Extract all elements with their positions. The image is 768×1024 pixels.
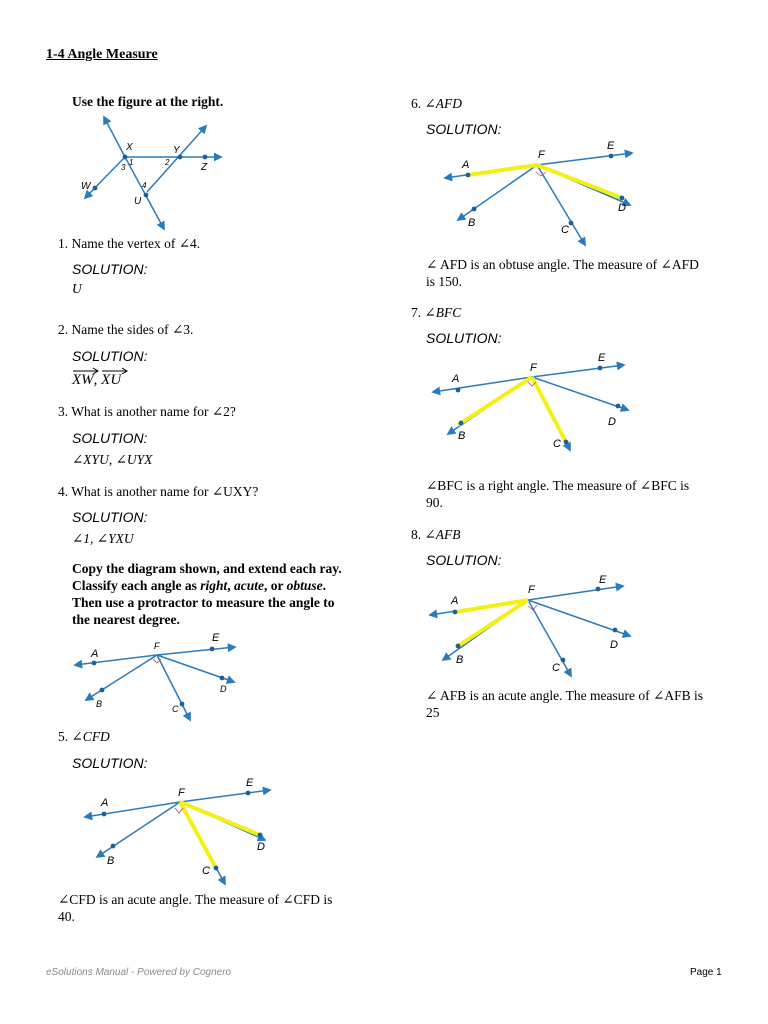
ray-xu [125, 157, 164, 229]
question-number: 8. [411, 527, 422, 542]
svg-text:C: C [172, 704, 179, 714]
highlight-ray-fd [180, 802, 260, 835]
question-8 [411, 526, 461, 543]
question-text: What is another name for ∠UXY? [71, 484, 259, 499]
svg-text:F: F [538, 149, 545, 161]
svg-text:E: E [212, 632, 220, 644]
question-text: Name the vertex of ∠4. [71, 236, 201, 251]
svg-text:E: E [599, 574, 607, 586]
question-4 [58, 483, 258, 500]
answer-8: ∠ AFB is an acute angle. The measure of ∠AFB is 25 [426, 688, 703, 720]
svg-text:A: A [91, 648, 99, 660]
svg-text:C: C [561, 224, 569, 236]
solution-label: SOLUTION: [72, 430, 148, 446]
answer-1: U [72, 281, 82, 296]
answer-7: ∠BFC is a right angle. The measure of ∠BFC is 90. [426, 478, 690, 510]
answer-3: ∠XYU, ∠UYX [72, 452, 153, 467]
question-1 [58, 235, 200, 252]
label-angle-2: 2 [165, 158, 170, 167]
svg-text:A: A [101, 797, 109, 809]
intro-instruction: Use the figure at the right. [72, 94, 224, 109]
answer-2: XW, XU [72, 372, 121, 389]
question-number: 3. [58, 404, 69, 419]
svg-text:E: E [598, 352, 606, 364]
figure-rays-base [72, 630, 252, 725]
svg-text:A: A [451, 595, 459, 607]
question-number: 4. [58, 484, 69, 499]
ray-overline-icon [72, 367, 100, 374]
answer-5: ∠CFD is an acute angle. The measure of ∠CFD is 40. [58, 892, 333, 924]
figure-angle-afd [440, 135, 640, 250]
ray-uy [147, 126, 206, 192]
svg-text:B: B [458, 430, 466, 442]
solution-label: SOLUTION: [426, 121, 502, 137]
svg-text:D: D [608, 416, 616, 428]
label-w: W [81, 181, 91, 192]
page-number: Page 1 [690, 967, 722, 978]
question-number: 5. [58, 729, 69, 744]
point-u [144, 193, 149, 198]
question-text: Name the sides of ∠3. [71, 322, 194, 337]
figure-angle-cfd [80, 772, 280, 890]
question-5 [58, 728, 110, 745]
question-text: What is another name for ∠2? [71, 404, 236, 419]
figure-xyzwu [75, 112, 235, 232]
label-x: X [126, 142, 133, 153]
solution-label: SOLUTION: [72, 509, 148, 525]
answer-4: ∠1, ∠YXU [72, 531, 134, 546]
question-angle: ∠BFC [424, 305, 462, 320]
svg-text:D: D [257, 841, 265, 853]
svg-text:B: B [456, 654, 464, 666]
svg-text:F: F [528, 584, 535, 596]
diagram-instructions: Copy the diagram shown, and extend each ray. Classify each angle as right, acute, or obtuse. Then use a protractor to measure the angle to the nearest degree. [72, 561, 342, 627]
question-2 [58, 321, 193, 338]
ray-xw [85, 157, 125, 198]
label-y: Y [173, 145, 180, 156]
solution-label: SOLUTION: [72, 755, 148, 771]
solution-label: SOLUTION: [72, 261, 148, 277]
ray-notation-xu: XU [101, 372, 121, 389]
footer-credit: eSolutions Manual - Powered by Cognero [46, 967, 232, 978]
svg-text:B: B [468, 217, 476, 229]
ray-overline-icon [101, 367, 129, 374]
question-angle: ∠AFB [424, 527, 461, 542]
label-angle-4: 4 [142, 181, 147, 190]
label-angle-1: 1 [129, 158, 134, 167]
svg-text:D: D [618, 202, 626, 214]
highlight-ray-fa [468, 165, 537, 175]
solution-label: SOLUTION: [426, 552, 502, 568]
question-angle: ∠CFD [71, 729, 110, 744]
ray-x-up [104, 117, 125, 157]
label-u: U [134, 196, 142, 207]
svg-text:D: D [610, 639, 618, 651]
question-number: 2. [58, 322, 69, 337]
question-6 [411, 95, 462, 112]
svg-text:F: F [178, 787, 185, 799]
question-angle: ∠AFD [424, 96, 463, 111]
label-angle-3: 3 [121, 163, 126, 172]
point-x [123, 155, 128, 160]
svg-text:F: F [530, 362, 537, 374]
svg-text:A: A [452, 373, 460, 385]
highlight-ray-fc [180, 802, 216, 868]
page-title: 1-4 Angle Measure [46, 47, 158, 62]
svg-text:E: E [246, 777, 254, 789]
answer-6: ∠ AFD is an obtuse angle. The measure of ∠AFD is 150. [426, 257, 699, 289]
question-number: 1. [58, 236, 69, 251]
svg-text:B: B [96, 699, 103, 709]
svg-text:C: C [552, 662, 560, 674]
point-z [203, 155, 208, 160]
question-3 [58, 403, 236, 420]
svg-text:A: A [462, 159, 470, 171]
question-number: 7. [411, 305, 422, 320]
question-number: 6. [411, 96, 422, 111]
point-w [93, 186, 98, 191]
svg-text:C: C [553, 438, 561, 450]
svg-text:F: F [154, 641, 160, 651]
highlight-ray-fb [458, 377, 532, 425]
figure-angle-bfc [428, 346, 638, 458]
solution-label: SOLUTION: [426, 330, 502, 346]
highlight-ray-fd [537, 165, 622, 198]
figure-angle-afb [425, 568, 640, 683]
svg-text:C: C [202, 865, 210, 877]
question-7 [411, 304, 461, 321]
solution-label: SOLUTION: [72, 348, 148, 364]
label-z: Z [201, 162, 208, 173]
svg-text:E: E [607, 140, 615, 152]
svg-text:D: D [220, 684, 227, 694]
svg-text:B: B [107, 855, 115, 867]
ray-notation-xw: XW [72, 372, 94, 389]
